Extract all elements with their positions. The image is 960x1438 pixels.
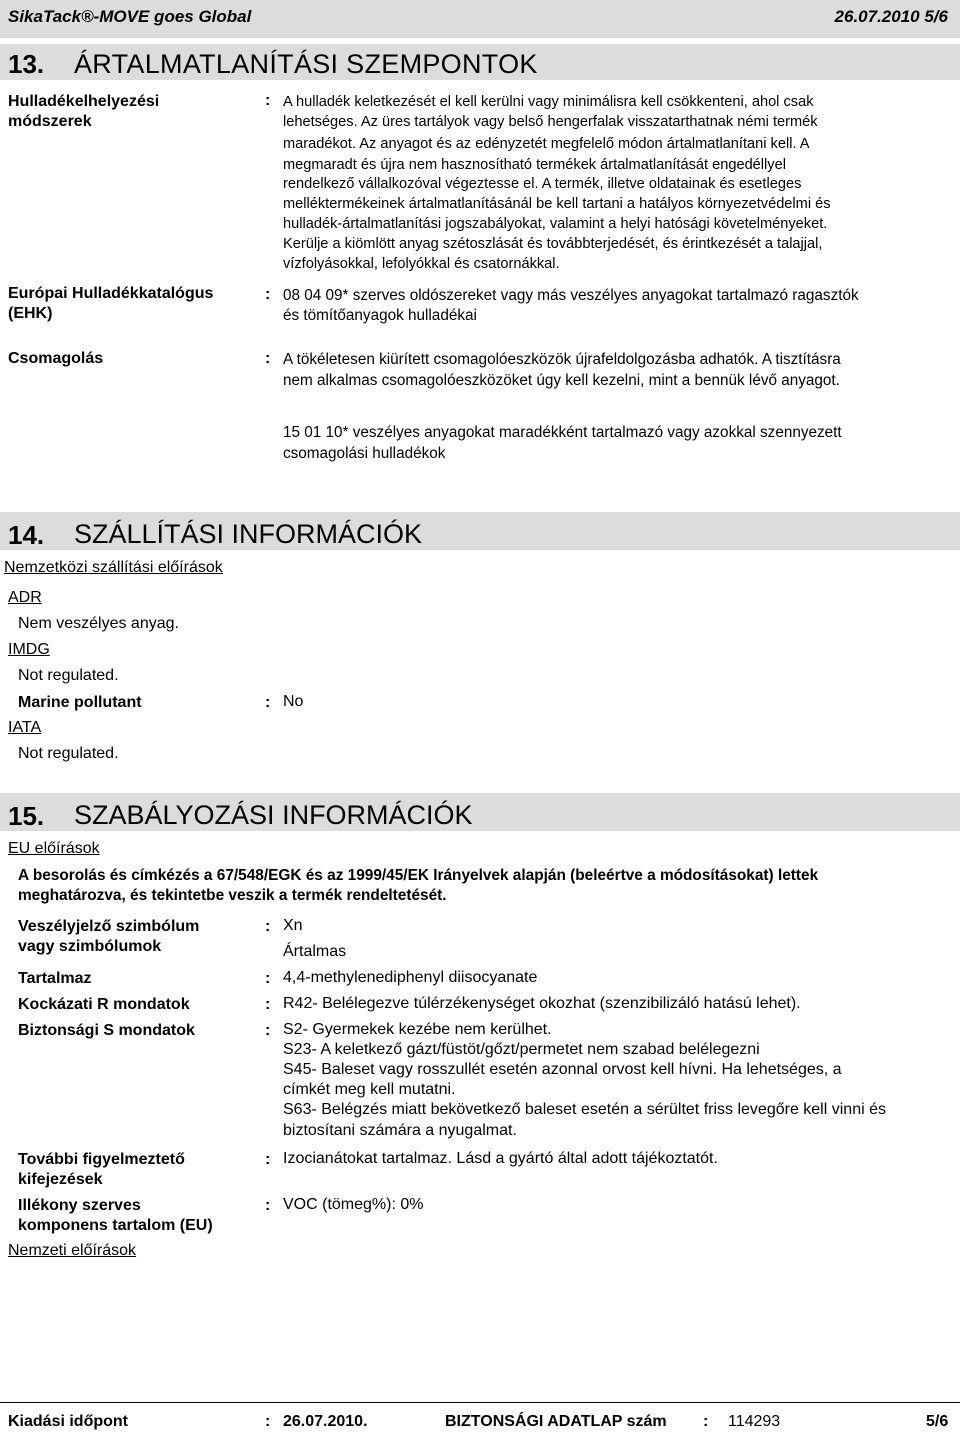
- voc-label-2: komponens tartalom (EU): [18, 1217, 213, 1234]
- further-label-1: További figyelmeztető: [18, 1151, 185, 1168]
- section-title: SZÁLLÍTÁSI INFORMÁCIÓK: [74, 519, 423, 549]
- waste-label-2: módszerek: [8, 113, 92, 130]
- eu-text-line: A besorolás és címkézés a 67/548/EGK és az 1999/45/EK Irányelvek alapján (beleértve a módosításokat) lettek: [18, 867, 819, 884]
- colon: :: [265, 970, 271, 987]
- section-number: 13.: [8, 49, 45, 79]
- marine-pollutant-label: Marine pollutant: [18, 694, 142, 711]
- section-13-heading: [0, 44, 960, 80]
- pack-line-2: csomagolási hulladékok: [283, 445, 446, 462]
- waste-line: rendelkező vállalkozóval végeztesse el. A termék, illetve oldatainak és esetleges: [283, 176, 802, 192]
- waste-line: hulladék-ártalmatlanítási jogszabályokat, valamint a helyi hatósági követelményeket.: [283, 216, 828, 232]
- waste-label-1: Hulladékelhelyezési: [8, 93, 160, 110]
- national-regulations-heading: Nemzeti előírások: [8, 1242, 137, 1259]
- ewc-line: és tömítőanyagok hulladékai: [283, 307, 477, 324]
- contains-label: Tartalmaz: [18, 970, 92, 987]
- issue-date-label: Kiadási időpont: [8, 1413, 128, 1430]
- s-phrase-line: S2- Gyermekek kezébe nem kerülhet.: [283, 1021, 552, 1038]
- header-date-page: 26.07.2010 5/6: [834, 7, 948, 26]
- colon: :: [265, 1197, 271, 1214]
- s-phrase-line: S45- Baleset vagy rosszullét esetén azonnal orvost kell hívni. Ha lehetséges, a: [283, 1061, 842, 1078]
- symbol-label-1: Veszélyjelző szimbólum: [18, 918, 200, 935]
- r-phrases-label: Kockázati R mondatok: [18, 996, 190, 1013]
- waste-line: megmaradt és újra nem hasznosítható termékek ártalmatlanítását engedéllyel: [283, 157, 786, 173]
- colon: :: [265, 694, 271, 711]
- sds-number-value: 114293: [728, 1413, 781, 1430]
- iata-value: Not regulated.: [18, 745, 119, 762]
- adr-heading: ADR: [8, 589, 42, 606]
- pack-line-2: 15 01 10* veszélyes anyagokat maradékként tartalmazó vagy azokkal szennyezett: [283, 424, 842, 441]
- ewc-line: 08 04 09* szerves oldószereket vagy más veszélyes anyagokat tartalmazó ragasztók: [283, 287, 859, 304]
- voc-label-1: Illékony szerves: [18, 1197, 141, 1214]
- marine-pollutant-value: No: [283, 693, 304, 710]
- section-14-heading: [0, 512, 960, 550]
- symbol-meaning: Ártalmas: [283, 943, 347, 960]
- section-title: SZABÁLYOZÁSI INFORMÁCIÓK: [74, 800, 473, 830]
- colon: :: [265, 286, 271, 303]
- colon: :: [703, 1413, 709, 1430]
- issue-date-value: 26.07.2010.: [283, 1413, 368, 1430]
- ewc-label-1: Európai Hulladékkatalógus: [8, 285, 214, 302]
- product-name: SikaTack®-MOVE goes Global: [8, 7, 252, 26]
- adr-value: Nem veszélyes anyag.: [18, 615, 179, 632]
- pack-line: A tökéletesen kiürített csomagolóeszközök újrafeldolgozásba adhatók. A tisztításra: [283, 351, 841, 368]
- sds-number-label: BIZTONSÁGI ADATLAP szám: [445, 1413, 667, 1430]
- colon: :: [265, 918, 271, 935]
- page-number: 5/6: [926, 1413, 949, 1430]
- ewc-label-2: (EHK): [8, 305, 53, 322]
- colon: :: [265, 350, 271, 367]
- waste-line: Kerülje a kiömlött anyag szétoszlását és továbbterjedését, és érintkezését a talajjal,: [283, 236, 823, 252]
- colon: :: [265, 92, 271, 109]
- waste-line: A hulladék keletkezését el kell kerülni vagy minimálisra kell csökkenteni, ahol csak: [283, 94, 814, 110]
- section-number: 15.: [8, 801, 45, 831]
- waste-line: lehetséges. Az üres tartályok vagy belső hengerfalak visszatarthatnak némi termék: [283, 114, 818, 130]
- eu-regulations-heading: EU előírások: [8, 840, 100, 857]
- s-phrase-line: címkét meg kell mutatni.: [283, 1081, 456, 1098]
- r-phrases-value: R42- Belélegezve túlérzékenységet okozhat (szenzibilizáló hatású lehet).: [283, 995, 801, 1012]
- s-phrase-line: S63- Belégzés miatt bekövetkező baleset esetén a sérültet friss levegőre kell vinni és: [283, 1101, 886, 1118]
- waste-line: maradékot. Az anyagot és az edényzetét megfelelő módon ártalmatlanítani kell. A: [283, 136, 810, 152]
- symbol-label-2: vagy szimbólumok: [18, 938, 162, 955]
- s-phrases-label: Biztonsági S mondatok: [18, 1022, 195, 1039]
- further-label-2: kifejezések: [18, 1171, 103, 1188]
- pack-label: Csomagolás: [8, 350, 104, 367]
- colon: :: [265, 1151, 271, 1168]
- section-title: ÁRTALMATLANÍTÁSI SZEMPONTOK: [74, 49, 538, 79]
- imdg-value: Not regulated.: [18, 667, 119, 684]
- eu-text-line: meghatározva, és tekintetbe veszik a termék rendeltetését.: [18, 887, 447, 904]
- page-header: [0, 0, 960, 38]
- iata-heading: IATA: [8, 719, 42, 736]
- colon: :: [265, 1022, 271, 1039]
- s-phrase-line: biztosítani számára a nyugalmat.: [283, 1122, 517, 1139]
- contains-value: 4,4-methylenediphenyl diisocyanate: [283, 969, 538, 986]
- further-value: Izocianátokat tartalmaz. Lásd a gyártó által adott tájékoztatót.: [283, 1150, 718, 1167]
- imdg-heading: IMDG: [8, 641, 50, 658]
- waste-line: melléktermékeinek ártalmatlanításánál be kell tartani a hatályos környezetvédelmi és: [283, 196, 831, 212]
- colon: :: [265, 996, 271, 1013]
- waste-line: vízfolyásokkal, lefolyókkal és csatornákkal.: [283, 256, 560, 272]
- colon: :: [265, 1413, 271, 1430]
- page-footer: [0, 1402, 960, 1437]
- section-15-heading: [0, 793, 960, 831]
- intl-transport-heading: Nemzetközi szállítási előírások: [4, 559, 223, 576]
- voc-value: VOC (tömeg%): 0%: [283, 1196, 424, 1213]
- pack-line: nem alkalmas csomagolóeszközöket úgy kell kezelni, mint a bennük lévő anyagot.: [283, 372, 840, 389]
- s-phrase-line: S23- A keletkező gázt/füstöt/gőzt/permetet nem szabad belélegezni: [283, 1041, 760, 1058]
- symbol-code: Xn: [283, 917, 303, 934]
- section-number: 14.: [8, 520, 45, 550]
